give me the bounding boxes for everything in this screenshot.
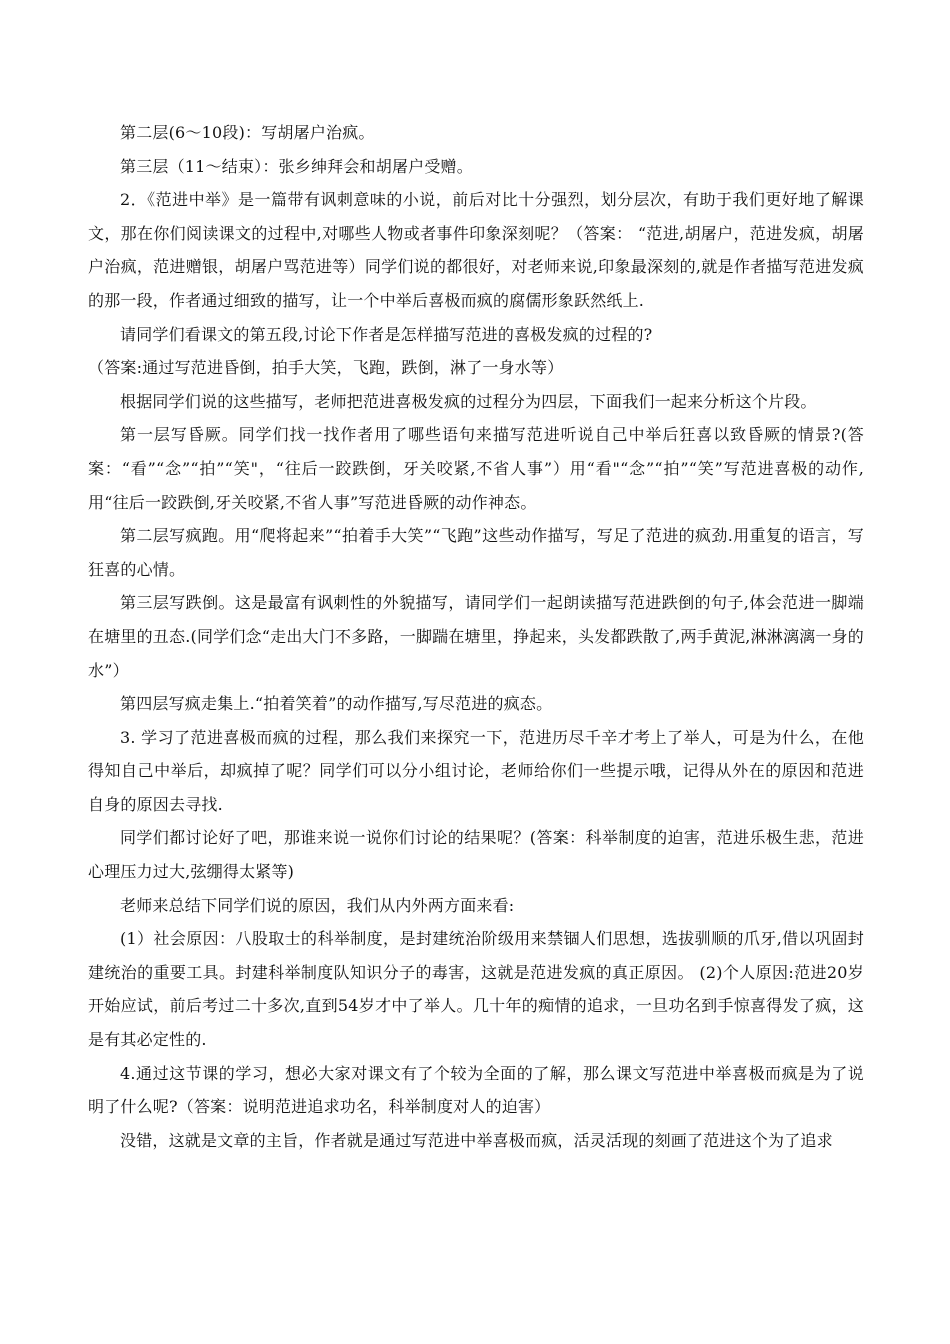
paragraph-layer-three: 第三层（11～结束）：张乡绅拜会和胡屠户受赠。 — [120, 156, 473, 176]
paragraph-reasons: (1）社会原因：八股取士的科举制度，是封建统治阶级用来禁锢人们思想，选拔驯顺的爪牙,借以巩固封建统治的重要工具。封建科举制度队知识分子的毒害，这就是范进发疯的真正原因。 (2)个人原因:范进20岁开始应试，前后考过二十多次,直到54岁才中了举人。几十年的痴情的追求，一旦功名到手惊喜得发了疯，这是有其必定性的. — [88, 929, 864, 1050]
paragraph-summary-intro: 老师来总结下同学们说的原因，我们从内外两方面来看: — [120, 895, 515, 915]
document-body — [88, 116, 864, 1157]
paragraph-layer-two: 第二层(6～10段)：写胡屠户治疯。 — [120, 123, 375, 142]
paragraph-third-layer: 第三层写跌倒。这是最富有讽刺性的外貌描写，请同学们一起朗读描写范进跌倒的句子,体会范进一脚端在塘里的丑态.(同学们念“走出大门不多路，一脚踹在塘里，挣起来，头发都跌散了,两手黄泥,淋淋漓漓一身的水”） — [88, 593, 864, 680]
paragraph-answer: （答案:通过写范进昏倒，拍手大笑，飞跑，跌倒，淋了一身水等） — [88, 358, 564, 378]
paragraph-fourth-layer: 第四层写疯走集上.“拍着笑着”的动作描写,写尽范进的疯态。 — [120, 694, 553, 714]
paragraph-first-layer: 第一层写昏厥。同学们找一找作者用了哪些语句来描写范进听说自己中举后狂喜以致昏厥的情景?(答案：“看”“念”“拍”“笑"，“往后一跤跌倒，牙关咬紧,不省人事”）用“看"“念”“拍”“笑”写范进喜极的动作,用“往后一跤跌倒,牙关咬紧,不省人事”写范进昏厥的动作神态。 — [88, 425, 864, 512]
paragraph-discussion-prompt: 请同学们看课文的第五段,讨论下作者是怎样描写范进的喜极发疯的过程的? — [120, 324, 653, 344]
paragraph-question-2: 2．《范进中举》是一篇带有讽刺意味的小说，前后对比十分强烈，划分层次，有助于我们更好地了解课文，那在你们阅读课文的过程中,对哪些人物或者事件印象深刻呢？（答案： “范进,胡屠户，范进发疯，胡屠户治疯，范进赠银，胡屠户骂范进等）同学们说的都很好，对老师来说,印象最深刻的,就是作者描写范进发疯的那一段，作者通过细致的描写，让一个中举后喜极而疯的腐儒形象跃然纸上. — [88, 190, 864, 310]
paragraph-question-4: 4.通过这节课的学习，想必大家对课文有了个较为全面的了解，那么课文写范进中举喜极而疯是为了说明了什么呢?（答案：说明范进追求功名，科举制度对人的迫害） — [88, 1063, 864, 1117]
paragraph-discussion-result: 同学们都讨论好了吧，那谁来说一说你们讨论的结果呢？(答案：科举制度的迫害，范进乐极生悲，范进心理压力过大,弦绷得太紧等) — [88, 828, 864, 882]
paragraph-second-layer: 第二层写疯跑。用“爬将起来”“拍着手大笑”“飞跑”这些动作描写，写足了范进的疯劲.用重复的语言，写狂喜的心情。 — [88, 526, 864, 579]
paragraph-theme: 没错，这就是文章的主旨，作者就是通过写范进中举喜极而疯，活灵活现的刻画了范进这个为了追求 — [120, 1130, 833, 1150]
paragraph-four-layers-intro: 根据同学们说的这些描写，老师把范进喜极发疯的过程分为四层，下面我们一起来分析这个片段。 — [120, 391, 817, 411]
paragraph-question-3: 3. 学习了范进喜极而疯的过程，那么我们来探究一下，范进历尽千辛才考上了举人，可是为什么，在他得知自己中举后，却疯掉了呢？同学们可以分小组讨论，老师给你们一些提示哦，记得从外在的原因和范进自身的原因去寻找. — [88, 727, 864, 814]
